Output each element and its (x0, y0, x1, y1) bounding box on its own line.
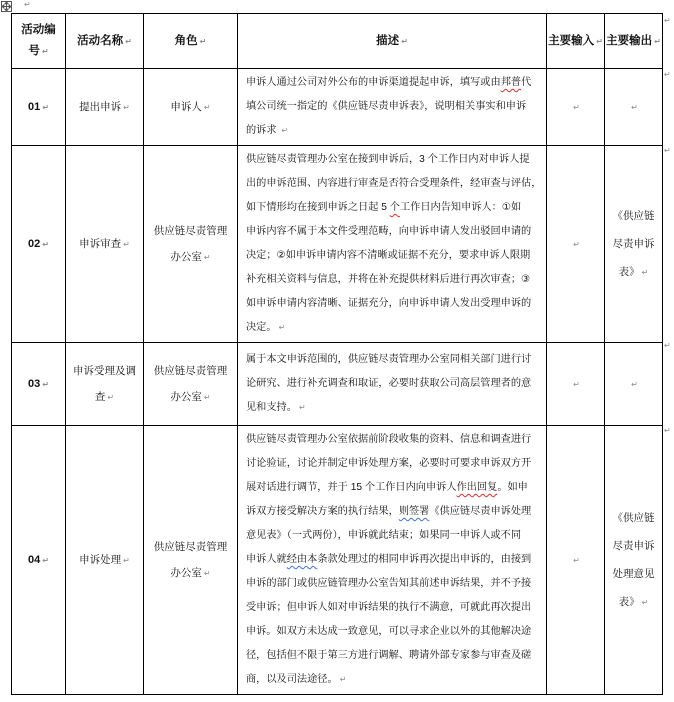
text-run: 申诉。如双方未达成一致意见，可以寻求企业以外的其他解决途 (246, 626, 532, 637)
text-line (144, 534, 237, 560)
column-header[interactable] (144, 14, 238, 69)
text-line (12, 554, 65, 566)
column-header[interactable] (605, 14, 663, 69)
end-of-row-mark: ↵ (664, 16, 671, 25)
text-run: 供应链尽责管理 (153, 364, 228, 377)
column-header[interactable] (547, 14, 605, 69)
text-run: 申诉内容不属于本文件受理范畴，向申诉申请人发出驳回申请的 (246, 226, 532, 237)
text-run: 如申诉申请内容清晰、证据充分，向申诉申请人发出受理申诉的 (246, 298, 532, 309)
table-row (12, 146, 663, 343)
text-line (246, 71, 542, 95)
text-run: 申诉处理 (79, 553, 122, 566)
text-run: 办公室 (170, 390, 202, 403)
text-line (66, 547, 143, 574)
paragraph-mark: ↵ (24, 0, 31, 9)
paragraph-mark: ↵ (42, 103, 49, 112)
description-cell[interactable] (238, 426, 547, 695)
table-row (12, 426, 663, 695)
activity-name-cell[interactable] (66, 146, 144, 343)
text-line (144, 31, 237, 52)
empty-cell-content (547, 230, 604, 259)
paragraph-mark: ↵ (41, 47, 49, 56)
text-run: 提出申诉 (79, 100, 122, 113)
text-run: 见和支持。 (246, 402, 297, 413)
text-run: 办公室 (170, 566, 202, 579)
text-run: 讨论验证，讨论并制定申诉处理方案，必要时可要求申诉双方开 (246, 458, 532, 469)
text-line (605, 31, 662, 52)
text-line (605, 230, 662, 258)
text-line (246, 596, 542, 620)
spellcheck-flagged-text: 个 (389, 202, 400, 213)
activity-name-cell[interactable] (66, 69, 144, 146)
text-run: 工作日内告知申诉人：①如 (399, 202, 522, 213)
text-run: 属于本文申诉范围的，供应链尽责管理办公室同相关部门进行讨 (246, 354, 532, 365)
text-run: 供应链尽责管理办公室在接到申诉后，3 个工作日内对申诉人提 (246, 154, 530, 165)
text-line (246, 148, 542, 172)
text-run: 《供应链 (612, 511, 655, 524)
paragraph-mark: ↵ (123, 102, 130, 112)
paragraph-mark: ↵ (631, 379, 638, 389)
end-of-row-mark: ↵ (664, 146, 671, 155)
text-line (246, 644, 542, 668)
activity-name-cell[interactable] (66, 426, 144, 695)
text-run: 供应链尽责管理 (153, 224, 228, 237)
text-run: 的诉求 (246, 125, 280, 136)
text-line (246, 476, 542, 500)
text-line (66, 358, 143, 384)
paragraph-mark: ↵ (573, 239, 580, 249)
text-line (12, 41, 65, 62)
paragraph-mark: ↵ (641, 597, 649, 607)
text-line (605, 504, 662, 532)
main-input-cell[interactable] (547, 343, 605, 426)
text-run: 申诉人就 (246, 554, 287, 565)
empty-cell-content (547, 370, 604, 399)
paragraph-mark: ↵ (203, 568, 211, 578)
end-of-row-mark: ↵ (664, 70, 671, 79)
text-run: 04 (28, 554, 41, 566)
empty-cell-content (547, 93, 604, 122)
text-run: 补充相关资料与信息，并将在补充提供材料后进行再次审查；③ (246, 274, 531, 285)
text-run: 主要输出 (606, 34, 653, 47)
text-line (144, 384, 237, 411)
activity-id-cell[interactable] (12, 146, 66, 343)
text-run: 主要输入 (548, 34, 595, 47)
text-run: 论研究、进行补充调查和取证，必要时获取公司高层管理者的意 (246, 378, 532, 389)
text-run: 申诉的部门或供应链管理办公室告知其前述申诉结果，并不予接 (246, 578, 532, 589)
role-cell[interactable] (144, 426, 238, 695)
text-line (246, 452, 542, 476)
text-line (246, 548, 542, 572)
text-line (238, 31, 546, 52)
text-run: 表》 (618, 595, 640, 608)
role-cell[interactable] (144, 146, 238, 343)
column-header[interactable] (66, 14, 144, 69)
activity-table (11, 13, 663, 695)
description-cell[interactable] (238, 69, 547, 146)
text-run: 诉双方接受解决方案的执行结果， (246, 506, 399, 517)
paragraph-mark: ↵ (339, 675, 347, 684)
text-line (246, 620, 542, 644)
text-run: 受申诉；但申诉人如对申诉结果的执行不满意，可就此再次提出 (246, 602, 532, 613)
paragraph-mark: ↵ (123, 555, 130, 565)
text-run: 如下情形均在接到申诉之日起 5 (246, 202, 390, 213)
activity-id-cell[interactable] (12, 69, 66, 146)
text-line (246, 196, 542, 220)
text-run: 供应链尽责管理 (153, 540, 228, 553)
text-run: 查 (94, 390, 106, 403)
column-header[interactable] (238, 14, 547, 69)
text-run: 《供应链 (612, 209, 655, 222)
text-run: 出的申诉范围、内容进行审查是否符合受理条件，经审查与评估， (246, 178, 542, 189)
paragraph-mark: ↵ (631, 102, 638, 112)
text-line (246, 316, 542, 340)
paragraph-mark: ↵ (42, 380, 49, 389)
activity-name-cell[interactable] (66, 343, 144, 426)
activity-id-cell[interactable] (12, 343, 66, 426)
text-run: 活动编 (21, 24, 56, 36)
paragraph-mark: ↵ (298, 403, 306, 412)
text-run: 决定；②如申诉申请内容不清晰或证据不充分，要求申诉人限期 (246, 250, 531, 261)
text-line (605, 202, 662, 230)
main-output-cell[interactable] (605, 426, 663, 695)
text-line (246, 524, 542, 548)
text-run: 尽责申诉 (612, 539, 655, 552)
text-line (605, 532, 662, 560)
paragraph-mark: ↵ (281, 126, 289, 135)
end-of-row-mark: ↵ (664, 426, 671, 435)
text-run: 决定。 (246, 322, 277, 333)
text-run: 填公司统一指定的《供应链尽责申诉表》，说明相关事实和申诉 (246, 101, 527, 112)
text-line (246, 372, 542, 396)
text-line (144, 244, 237, 271)
text-run: 《供应链尽责申诉处理 (429, 506, 532, 517)
empty-cell-content (605, 93, 662, 122)
text-line (246, 396, 542, 420)
table-row (12, 69, 663, 146)
text-line (12, 378, 65, 390)
text-line (144, 560, 237, 587)
text-line (246, 572, 542, 596)
paragraph-mark: ↵ (125, 36, 132, 46)
header-row (12, 14, 663, 69)
text-line (66, 384, 143, 411)
text-line (12, 238, 65, 250)
paragraph-mark: ↵ (278, 323, 286, 332)
text-line (246, 244, 542, 268)
grammar-flagged-text: 经由本 (286, 554, 318, 565)
text-line (246, 500, 542, 524)
text-line (66, 231, 143, 258)
text-line (605, 560, 662, 588)
text-run: 活动名称 (77, 34, 124, 47)
text-line (66, 31, 143, 52)
paragraph-mark: ↵ (107, 392, 115, 402)
paragraph-mark: ↵ (573, 102, 580, 112)
text-run: 供应链尽责管理办公室依据前阶段收集的资料、信息和调查进行 (246, 434, 532, 445)
spellcheck-flagged-text: 作出回复 (456, 482, 498, 493)
text-line (246, 348, 542, 372)
text-line (144, 94, 237, 121)
paragraph-mark: ↵ (654, 36, 661, 46)
paragraph-mark: ↵ (401, 36, 408, 46)
text-run: 申诉人 (170, 100, 202, 113)
description-cell[interactable] (238, 343, 547, 426)
text-run: 申诉审查 (79, 237, 122, 250)
text-run: 意见表》（一式两份），申诉就此结束；如果同一申诉人或不同 (246, 530, 522, 541)
text-line (144, 218, 237, 244)
text-run: 表》 (618, 265, 640, 278)
text-line (246, 268, 542, 292)
text-line (246, 220, 542, 244)
text-line (605, 258, 662, 287)
role-cell[interactable] (144, 69, 238, 146)
empty-cell-content (547, 546, 604, 575)
paragraph-mark: ↵ (42, 240, 49, 249)
activity-id-cell[interactable] (12, 426, 66, 695)
text-line (12, 101, 65, 113)
move-cross-icon (2, 2, 11, 11)
text-run: 。如申 (497, 482, 528, 493)
text-run: 02 (28, 238, 41, 250)
paragraph-mark: ↵ (203, 392, 211, 402)
end-of-row-mark: ↵ (664, 341, 671, 350)
text-run: 代 (521, 77, 532, 88)
text-run: 条款处理过的相同申诉再次提出申诉的，由接到 (317, 554, 532, 565)
text-run: 径，包括但不限于第三方进行调解、聘请外部专家参与审查及磋 (246, 650, 532, 661)
main-output-cell[interactable] (605, 343, 663, 426)
text-line (246, 172, 542, 196)
text-line (547, 31, 604, 52)
text-run: 展对话进行调节，并于 15 个工作日内向申诉人 (246, 482, 457, 493)
table-row (12, 343, 663, 426)
paragraph-mark: ↵ (573, 379, 580, 389)
text-run: 03 (28, 378, 41, 390)
paragraph-mark: ↵ (641, 267, 649, 277)
text-run: 01 (28, 101, 41, 113)
empty-cell-content (605, 370, 662, 399)
main-output-cell[interactable] (605, 69, 663, 146)
text-run: 描述 (376, 34, 400, 47)
text-run: 处理意见 (612, 567, 655, 580)
text-run: 申诉人通过公司对外公布的申诉渠道提起申诉，填写或由 (246, 77, 501, 88)
text-line (246, 428, 542, 452)
column-header[interactable] (12, 14, 66, 69)
grammar-flagged-text: 则签署 (398, 506, 430, 517)
paragraph-mark: ↵ (203, 102, 211, 112)
main-input-cell[interactable] (547, 146, 605, 343)
text-run: 商，以及司法途径。 (246, 674, 338, 685)
text-line (246, 119, 542, 143)
text-line (144, 358, 237, 384)
text-line (246, 95, 542, 119)
main-input-cell[interactable] (547, 69, 605, 146)
paragraph-mark: ↵ (573, 555, 580, 565)
text-run: 申诉受理及调 (73, 364, 136, 377)
spellcheck-flagged-text: 邦普 (500, 77, 522, 88)
text-line (605, 588, 662, 617)
role-cell[interactable] (144, 343, 238, 426)
table-move-handle[interactable] (1, 1, 12, 12)
main-output-cell[interactable] (605, 146, 663, 343)
text-line (246, 292, 542, 316)
paragraph-mark: ↵ (123, 239, 130, 249)
paragraph-mark: ↵ (596, 36, 603, 46)
text-run: 尽责申诉 (612, 237, 655, 250)
text-run: 角色 (174, 34, 198, 47)
text-run: 办公室 (170, 250, 202, 263)
text-line (12, 20, 65, 41)
text-run: 号 (28, 45, 40, 57)
text-line (246, 668, 542, 692)
paragraph-mark: ↵ (42, 556, 49, 565)
text-line (66, 94, 143, 121)
paragraph-mark: ↵ (203, 252, 211, 262)
paragraph-mark: ↵ (199, 36, 207, 46)
main-input-cell[interactable] (547, 426, 605, 695)
description-cell[interactable] (238, 146, 547, 343)
